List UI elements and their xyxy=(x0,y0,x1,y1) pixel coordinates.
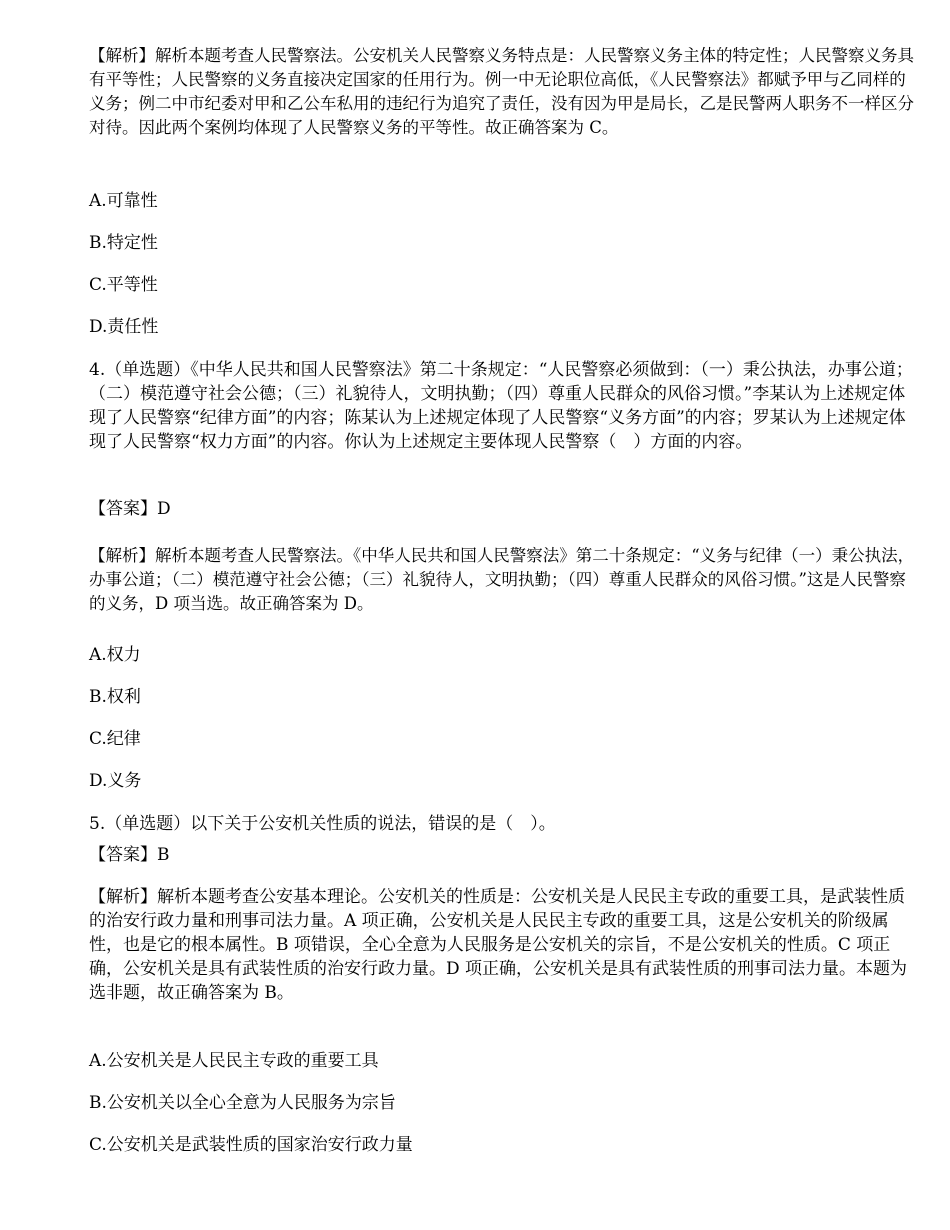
q5-option-c: C.公安机关是武装性质的国家治安行政力量 xyxy=(89,1135,413,1155)
q4-analysis: 【解析】解析本题考查人民警察法。《中华人民共和国人民警察法》第二十条规定：“义务与纪律（一）秉公执法，办事公道；（二）模范遵守社会公德；（三）礼貌待人，文明执勤；（四）尊重人民群众的风俗习惯。”这是人民警察的义务，D 项当选。故正确答案为 D。 xyxy=(89,546,915,613)
q4-option-a: A.权力 xyxy=(89,645,141,665)
q3-analysis: 【解析】解析本题考查人民警察法。公安机关人民警察义务特点是：人民警察义务主体的特定性；人民警察义务具有平等性；人民警察的义务直接决定国家的任用行为。例一中无论职位高低，《人民警察法》都赋予甲与乙同样的义务；例二中市纪委对甲和乙公车私用的违纪行为追究了责任，没有因为甲是局长，乙是民警两人职务不一样区分对待。因此两个案例均体现了人民警察义务的平等性。故正确答案为 C。 xyxy=(89,46,914,137)
q4-block xyxy=(89,358,919,454)
q3-option-c: C.平等性 xyxy=(89,275,158,295)
q5-question: 5.（单选题）以下关于公安机关性质的说法，错误的是（ ）。 xyxy=(89,814,556,834)
q5-option-b: B.公安机关以全心全意为人民服务为宗旨 xyxy=(89,1093,396,1113)
q3-option-a: A.可靠性 xyxy=(89,191,158,211)
q5-option-a: A.公安机关是人民民主专政的重要工具 xyxy=(89,1051,379,1071)
q4-answer: 【答案】D xyxy=(89,499,171,519)
q3-option-b: B.特定性 xyxy=(89,233,158,253)
q4-analysis-block xyxy=(89,544,919,616)
q3-block xyxy=(89,44,919,140)
q4-option-d: D.义务 xyxy=(89,771,142,791)
q4-option-b: B.权利 xyxy=(89,687,141,707)
q5-analysis-block xyxy=(89,885,919,1005)
q4-question: 4.（单选题）《中华人民共和国人民警察法》第二十条规定：“人民警察必须做到：（一）秉公执法，办事公道；（二）模范遵守社会公德；（三）礼貌待人，文明执勤；（四）尊重人民群众的风俗习惯。”李某认为上述规定体现了人民警察“纪律方面”的内容；陈某认为上述规定体现了人民警察“义务方面”的内容；罗某认为上述规定体现了人民警察“权力方面”的内容。你认为上述规定主要体现人民警察（ ）方面的内容。 xyxy=(89,360,913,452)
q5-analysis: 【解析】解析本题考查公安基本理论。公安机关的性质是：公安机关是人民民主专政的重要工具，是武装性质的治安行政力量和刑事司法力量。A 项正确，公安机关是人民民主专政的重要工具，这是公安机关的阶级属性，也是它的根本属性。B 项错误，全心全意为人民服务是公安机关的宗旨，不是公安机关的性质。C 项正确，公安机关是具有武装性质的治安行政力量。D 项正确，公安机关是具有武装性质的刑事司法力量。本题为选非题，故正确答案为 B。 xyxy=(89,887,908,1003)
q4-option-c: C.纪律 xyxy=(89,729,141,749)
q5-answer: 【答案】B xyxy=(89,845,170,865)
q3-option-d: D.责任性 xyxy=(89,317,159,337)
